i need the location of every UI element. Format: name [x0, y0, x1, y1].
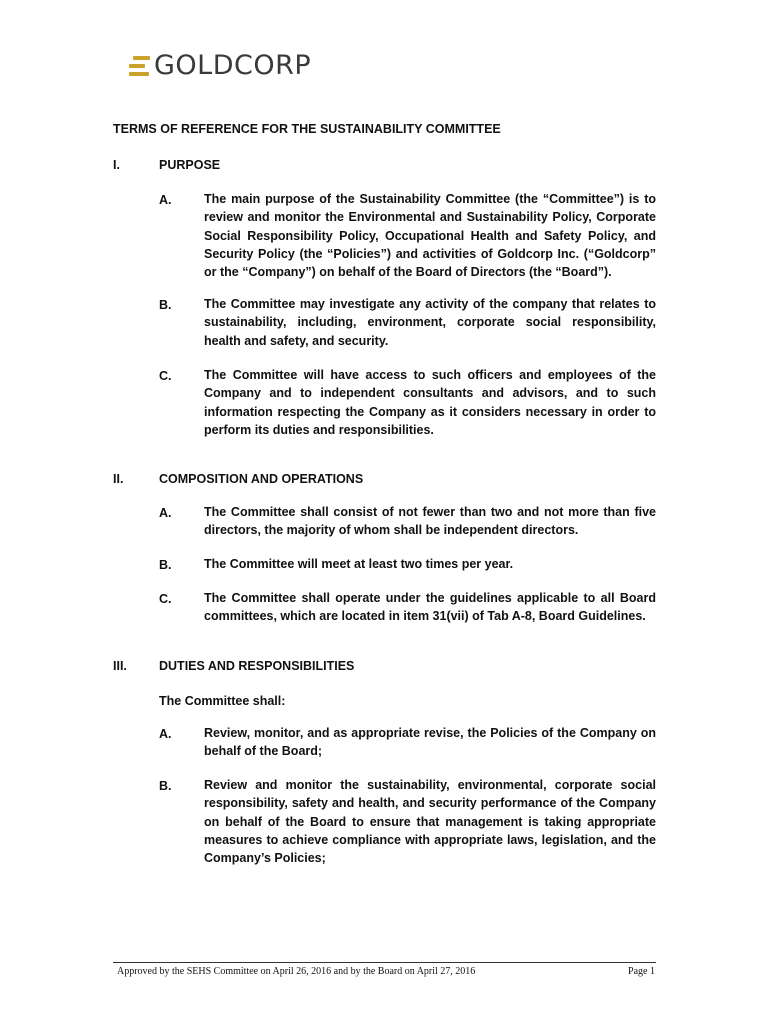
item-letter: A.: [159, 193, 172, 207]
item-letter: B.: [159, 779, 172, 793]
section-number: II.: [113, 472, 124, 486]
footer-divider: [113, 962, 656, 963]
item-letter: B.: [159, 558, 172, 572]
footer-approval-note: Approved by the SEHS Committee on April 26, 2016 and by the Board on April 27, 2016: [117, 966, 476, 977]
item-text: The Committee shall consist of not fewer than two and not more than five directors, the majority of whom shall be independent directors.: [204, 505, 656, 538]
section-number: III.: [113, 659, 127, 673]
section-title: PURPOSE: [159, 158, 221, 172]
item-text: Review, monitor, and as appropriate revise, the Policies of the Company on behalf of the Board;: [204, 726, 656, 759]
logo-text: GOLDCORP: [154, 50, 312, 81]
item-letter: A.: [159, 727, 172, 741]
item-text: Review and monitor the sustainability, environmental, corporate social responsibility, safety and health, and security performance of the Company on behalf of the Board to ensure that management is taking appropriate measures to achieve compliance with appropriate laws, legislation, and the Company’s Policies;: [204, 778, 656, 866]
section-title: COMPOSITION AND OPERATIONS: [159, 472, 364, 486]
item-text: The Committee may investigate any activity of the company that relates to sustainability, including, environment, corporate social responsibility, health and safety, and security.: [204, 297, 656, 348]
section-number: I.: [113, 158, 120, 172]
item-letter: C.: [159, 592, 172, 606]
goldcorp-logo: [129, 52, 311, 80]
section-title: DUTIES AND RESPONSIBILITIES: [159, 659, 355, 673]
document-title: TERMS OF REFERENCE FOR THE SUSTAINABILITY COMMITTEE: [113, 122, 501, 136]
item-letter: A.: [159, 506, 172, 520]
item-text: The Committee shall operate under the guidelines applicable to all Board committees, which are located in item 31(vii) of Tab A-8, Board Guidelines.: [204, 591, 656, 624]
item-letter: C.: [159, 369, 172, 383]
section-intro: The Committee shall:: [159, 694, 286, 708]
logo-mark-icon: [129, 55, 151, 77]
item-letter: B.: [159, 298, 172, 312]
item-text: The Committee will have access to such officers and employees of the Company and to independent consultants and advisors, and to such information respecting the Company as it considers necessary in order to perform its duties and responsibilities.: [204, 368, 656, 437]
page-number: Page 1: [628, 966, 655, 977]
item-text: The Committee will meet at least two times per year.: [204, 557, 514, 571]
item-text: The main purpose of the Sustainability Committee (the “Committee”) is to review and monitor the Environmental and Sustainability Policy, Corporate Social Responsibility Policy, Occupational Health and Safety Policy, and Security Policy (the “Policies”) and activities of Goldcorp Inc. (“Goldcorp” or the “Company”) on behalf of the Board of Directors (the “Board”).: [204, 192, 656, 280]
